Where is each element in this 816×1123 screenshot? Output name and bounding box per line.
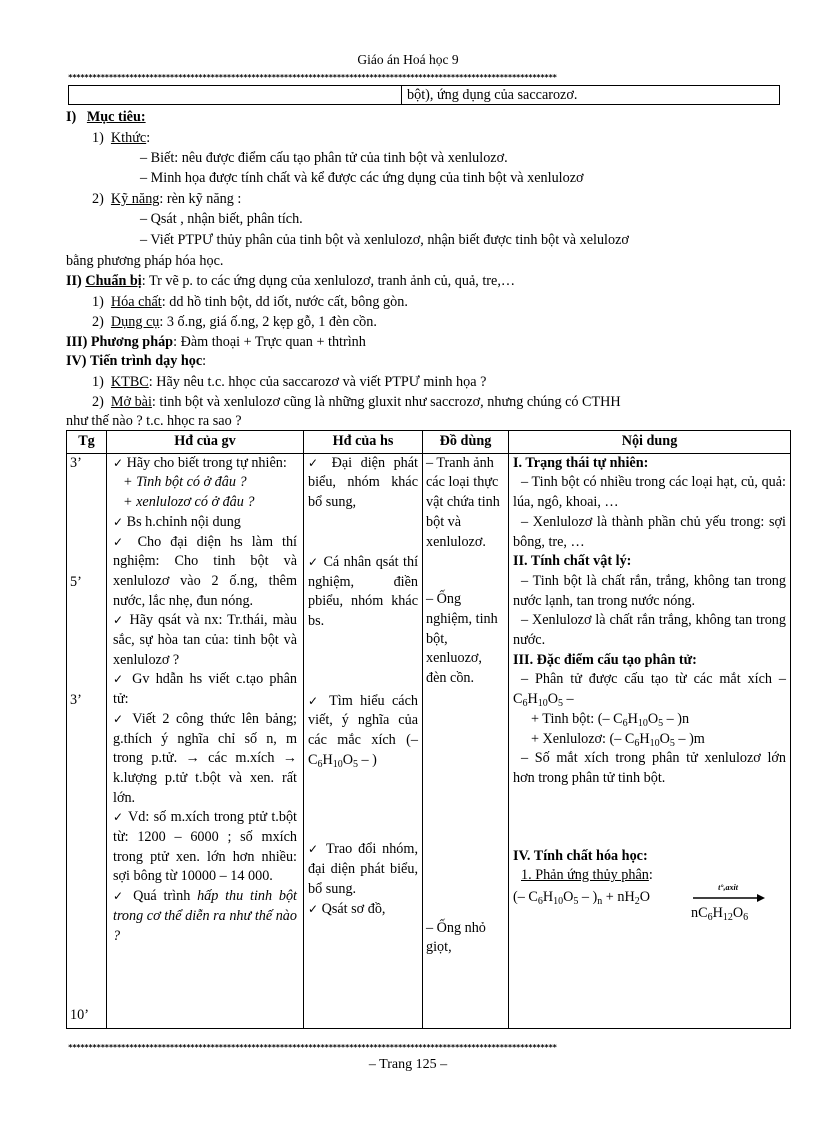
header-nd: Nội dung <box>509 431 791 454</box>
gv-p3: ✓ Cho đại diện hs làm thí nghiệm: Cho tinh bột và xenlulozơ vào 2 ố.ng, thêm nước, lắc nhẹ, đun nóng. <box>113 533 297 609</box>
check-icon: ✓ <box>113 613 125 628</box>
section-3-heading: III) Phương pháp: Đàm thoại + Trực quan + thtrình <box>66 334 366 350</box>
bullet-2: – Minh họa được tính chất và kể được các ứng dụng của tinh bột và xenlulozơ <box>140 170 584 186</box>
hs-p4: ✓ Trao đổi nhóm, đại diện phát biểu, bổ sung. <box>308 841 418 897</box>
nd-t5: – Phân tử được cấu tạo từ các mắt xích – $C_6H_{10}O_5$ – <box>513 671 786 710</box>
dd-p2: – Ống nghiệm, tinh bột, xenluozơ, đèn cồn. <box>426 591 498 687</box>
check-icon: ✓ <box>308 554 319 569</box>
nd-heading-4: IV. Tính chất hóa học: <box>513 847 648 864</box>
check-icon: ✓ <box>113 711 127 726</box>
check-icon: ✓ <box>113 514 124 529</box>
check-icon: ✓ <box>308 455 324 470</box>
check-icon: ✓ <box>113 889 127 904</box>
lesson-table <box>66 430 791 1029</box>
page-header-title: Giáo án Hoá học 9 <box>357 52 459 67</box>
header-dd: Đồ dùng <box>423 431 509 454</box>
bullet-3: – Qsát , nhận biết, phân tích. <box>140 211 303 227</box>
section-4-item-2: 2) Mở bài: tinh bột và xenlulozơ cũng là những gluxit như saccrozơ, nhưng chúng có CTHH <box>92 394 621 410</box>
nd-cell <box>509 453 791 1028</box>
check-icon: ✓ <box>308 693 322 708</box>
section-2-item-1: 1) Hóa chất: dd hồ tinh bột, dd iốt, nước cất, bông gòn. <box>92 294 408 310</box>
nd-heading-3: III. Đặc điểm cấu tạo phân tử: <box>513 651 697 668</box>
nd-t8: 1. Phản ứng thủy phân: <box>521 867 653 884</box>
check-icon: ✓ <box>113 672 126 687</box>
nd-heading-2: II. Tính chất vật lý: <box>513 553 632 570</box>
nd-heading-1: I. Trạng thái tự nhiên: <box>513 454 649 471</box>
separator-stars-bottom: ************************************************************************************************************************ <box>68 1043 557 1052</box>
gv-cell <box>107 453 304 1028</box>
dd-p3: – Ống nhỏ giọt, <box>426 919 486 956</box>
table-header-row <box>67 431 791 454</box>
header-hs: Hđ của hs <box>304 431 423 454</box>
tg-1: 3’ <box>70 454 82 471</box>
tg-3: 3’ <box>70 691 82 708</box>
check-icon: ✓ <box>113 810 124 825</box>
table-row <box>67 453 791 1028</box>
nd-t3: – Tinh bột là chất rắn, trắng, không tan trong nước lạnh, tan trong nước nóng. <box>513 572 786 609</box>
hs-p3: ✓ Tìm hiểu cách viết, ý nghĩa của các mắc xích ($-C_6H_{10}O_5$ – ) <box>308 692 419 770</box>
page-number: – Trang 125 – <box>368 1057 448 1072</box>
tg-cell <box>67 453 107 1028</box>
hs-p5: ✓ Qsát sơ đồ, <box>308 900 386 917</box>
hs-p2: ✓ Cá nhân qsát thí nghiệm, điền pbiểu, nhóm khác bs. <box>308 553 419 629</box>
section-1-sub1: 1) Kthức: <box>92 130 151 146</box>
nd-t1: – Tinh bột có nhiều trong các loại hạt, củ, quả: lúa, ngô, khoai, … <box>513 474 786 511</box>
tg-2: 5’ <box>70 573 82 590</box>
nd-t7: – Số mắt xích trong phân tử xenlulozơ lớn hơn trong phân tử tinh bột. <box>513 750 786 786</box>
dd-cell <box>423 453 509 1028</box>
gv-p8: ✓ Quá trình hấp thu tinh bột trong cơ thể diễn ra như thế nào ? <box>113 888 297 944</box>
gv-p7: ✓ Vd: số m.xích trong ptử t.bột từ: 1200 – 6000 ; số mxích trong ptử xen. lớn hơn nhiều: sợi bông từ 10000 – 14 000. <box>113 809 297 885</box>
dd-p1: – Tranh ảnh các loại thực vật chứa tinh bột và xenlulozơ. <box>426 454 500 550</box>
separator-stars-top: ************************************************************************************************************************ <box>68 73 557 82</box>
nd-t2: – Xenlulozơ là thành phần chủ yếu trong: sợi bông, tre, … <box>513 513 786 550</box>
gv-p1a: + Tinh bột có ở đâu ? <box>123 474 247 491</box>
nd-t4: – Xenlulozơ là chất rắn trắng, không tan trong nước. <box>513 612 786 649</box>
arrow-label: t°,axit <box>718 883 738 893</box>
section-4-item-2-cont: như thế nào ? t.c. hhọc ra sao ? <box>66 413 242 429</box>
nd-t6b: + Xenlulozơ: (– $C_6H_{10}O_5 - )m$ <box>531 730 705 749</box>
hs-p1: ✓ Đại diện phát biểu, nhóm khác bổ sung, <box>308 454 419 511</box>
gv-p1b: + xenlulozơ có ở đâu ? <box>123 494 255 511</box>
check-icon: ✓ <box>113 534 129 549</box>
continued-table-row <box>68 85 780 105</box>
continued-row-text: bột), ứng dụng của saccarozơ. <box>407 87 578 103</box>
nd-t6a: + Tinh bột: (– $C_6H_{10}O_5 - )n$ <box>531 710 690 729</box>
check-icon: ✓ <box>308 901 319 916</box>
section-4-heading: IV) Tiến trình dạy học: <box>66 353 207 369</box>
reaction-arrow-icon <box>693 894 765 902</box>
header-tg: Tg <box>67 431 107 454</box>
check-icon: ✓ <box>113 455 124 470</box>
section-2-item-2: 2) Dụng cụ: 3 ố.ng, giá ố.ng, 2 kẹp gỗ, 1 đèn cồn. <box>92 314 377 330</box>
section-4-item-1: 1) KTBC: Hãy nêu t.c. hhọc của saccarozơ và viết PTPƯ minh họa ? <box>92 374 487 390</box>
gv-p6: ✓ Viết 2 công thức lên bảng; g.thích ý nghĩa chỉ số n, m trong p.tử. → các m.xích → k.lượng p.tử t.bột và xen. rất lớn. <box>113 710 297 806</box>
bullet-1: – Biết: nêu được điểm cấu tạo phân tử của tinh bột và xenlulozơ. <box>140 150 508 166</box>
gv-p4: ✓ Hãy qsát và nx: Tr.thái, màu sắc, sự hòa tan của: tinh bột và xenlulozơ ? <box>113 612 297 668</box>
check-icon: ✓ <box>308 842 321 857</box>
gv-p5: ✓ Gv hdẫn hs viết c.tạo phân tử: <box>113 671 298 708</box>
hs-cell <box>304 453 423 1028</box>
header-gv: Hđ của gv <box>107 431 304 454</box>
gv-p2: ✓ Bs h.chỉnh nội dung <box>113 513 241 530</box>
tg-4: 10’ <box>70 1006 89 1023</box>
section-1-sub2: 2) Kỹ năng: rèn kỹ năng : <box>92 191 242 207</box>
section-2-heading: II) Chuẩn bị: Tr vẽ p. to các ứng dụng của xenlulozơ, tranh ảnh củ, quả, tre,… <box>66 273 516 289</box>
section-1-heading: I) Mục tiêu: <box>66 109 146 125</box>
gv-p1: ✓ Hãy cho biết trong tự nhiên: <box>113 454 287 471</box>
bullet-4: – Viết PTPƯ thủy phân của tinh bột và xenlulozơ, nhận biết được tinh bột và xelulozơ <box>140 232 629 248</box>
bullet-4-continuation: bằng phương pháp hóa học. <box>66 253 224 269</box>
hydrolysis-equation: (– $C_6H_{10}O_5 - )_n + nH_2O$ t°,axit $nC_6H_{12}O_6$ <box>513 886 786 926</box>
